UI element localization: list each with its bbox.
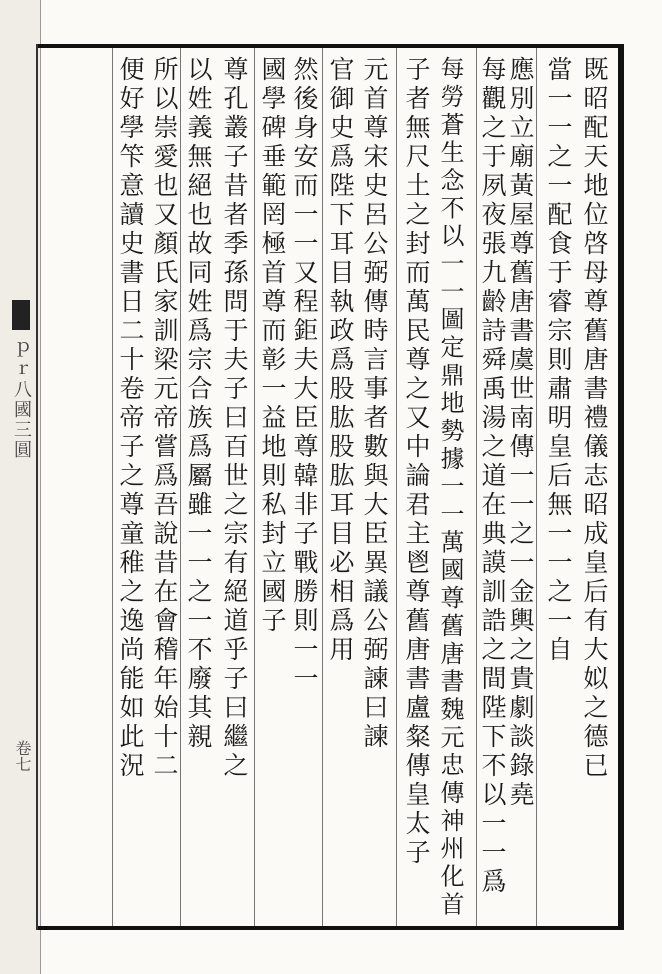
column-rule [476,48,477,926]
text-column-8: 官御史爲陛下耳目執政爲股肱股肱耳目必相爲用 [326,56,355,665]
text-column-12: 以姓義無絕也故同姓爲宗合族爲屬雖一一之一不廢其親 [184,56,213,752]
column-rule [112,48,113,926]
column-rule [396,48,397,926]
text-column-2: 當一一之一配食于睿宗則肅明皇后無一一之一自 [544,56,573,665]
text-column-13: 所以崇愛也又顏氏家訓梁元帝嘗爲吾說昔在會稽年始十二 [150,56,179,781]
text-column-7: 元首尊宋史呂公弼傳時言事者數與大臣異議公弼諫曰諫 [360,56,389,752]
column-rule [254,48,255,926]
text-column-9: 然後身安而一一又程鉅夫大臣尊韓非子戰勝則一一 [290,56,319,694]
text-column-1: 既昭配天地位啓母尊舊唐書禮儀志昭成皇后有大姒之德已 [580,56,609,781]
column-rule [536,48,537,926]
margin-label: ｐｒ八國三圓 [11,340,32,460]
page-fold-margin [0,0,41,974]
text-column-11: 尊孔叢子昔者季孫問于夫子曰百世之宗有絕道乎子曰繼之 [220,56,249,781]
margin-mark [12,300,30,330]
margin-page-number: 卷七 [13,740,32,772]
column-rule [180,48,181,926]
frame-left-border [36,44,38,930]
text-column-6: 子者無尺土之封而萬民尊之又中論君主鬯尊舊唐書盧粲傳皇太子 [402,56,431,868]
text-column-10: 國學碑垂範罔極首尊而彰一益地則私封立國子 [258,56,287,636]
text-column-4: 每觀之于夙夜張九齡詩舜禹湯之道在典謨訓誥之間陛下不以一一爲 [478,56,507,897]
frame-right-border [618,44,624,930]
frame-bottom-border [36,926,624,930]
text-column-5: 每勞蒼生念不以一一圖定鼎地勢據一一萬國尊舊唐書魏元忠傳神州化首 [436,56,464,920]
text-column-3: 應別立廟黃屋尊舊唐書虞世南傳一一之一金輿之貴劇談錄堯 [506,56,535,810]
column-rule [322,48,323,926]
text-column-14: 便好學笇意讀史書日二十卷帝子之尊童稚之逸尚能如此況 [116,56,145,781]
